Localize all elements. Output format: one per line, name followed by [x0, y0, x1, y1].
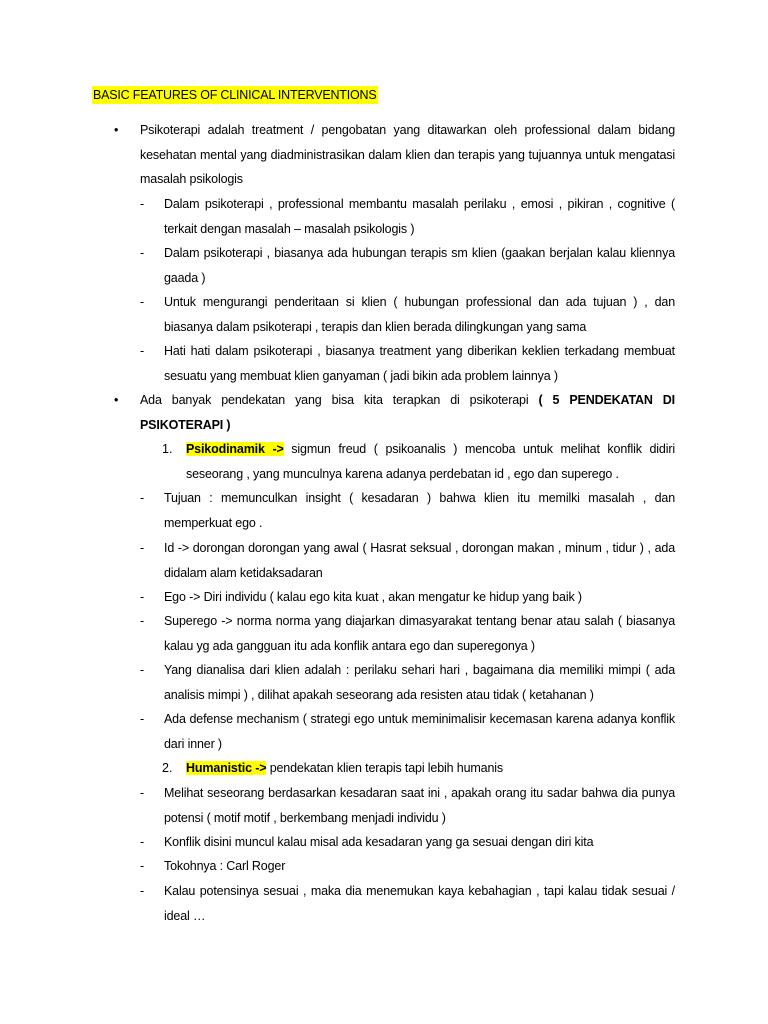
- numbered-item-humanistic: [186, 756, 675, 781]
- list-item: Kalau potensinya sesuai , maka dia menemukan kaya kebahagian , tapi kalau tidak sesuai / ideal …: [164, 884, 675, 923]
- dash-marker: -: [140, 541, 145, 555]
- dash-marker: -: [140, 712, 145, 726]
- dash-marker: -: [140, 246, 145, 260]
- list-item: Untuk mengurangi penderitaan si klien ( hubungan professional dan ada tujuan ) , dan biasanya dalam psikoterapi , terapis dan klien berada dilingkungan yang sama: [164, 295, 675, 334]
- dash-marker: -: [140, 491, 145, 505]
- dash-marker: -: [140, 663, 145, 677]
- list-item: Hati hati dalam psikoterapi , biasanya treatment yang diberikan keklien terkadang membuat sesuatu yang membuat klien ganyaman ( jadi bikin ada problem lainnya ): [164, 344, 675, 383]
- list-item: Konflik disini muncul kalau misal ada kesadaran yang ga sesuai dengan diri kita: [164, 835, 594, 849]
- list-item: Id -> dorongan dorongan yang awal ( Hasrat seksual , dorongan makan , minum , tidur ) , ada didalam alam ketidaksadaran: [164, 541, 675, 580]
- humanistic-label: Humanistic ->: [186, 761, 267, 775]
- dash-marker: -: [140, 835, 145, 849]
- list-item: Dalam psikoterapi , biasanya ada hubungan terapis sm klien (gaakan berjalan kalau kliennya gaada ): [164, 246, 675, 285]
- list-item: Dalam psikoterapi , professional membantu masalah perilaku , emosi , pikiran , cognitive ( terkait dengan masalah – masalah psikologis ): [164, 197, 675, 236]
- dash-marker: -: [140, 884, 145, 898]
- list-item: Superego -> norma norma yang diajarkan dimasyarakat tentang benar atau salah ( biasanya kalau yg ada gangguan itu ada konflik antara ego dan superegonya ): [164, 614, 675, 653]
- bullet-psikoterapi-definition: Psikoterapi adalah treatment / pengobatan yang ditawarkan oleh professional dalam bidang kesehatan mental yang diadministrasikan dalam klien dan terapis yang tujuannya untuk mengatasi masalah psikologis: [140, 123, 675, 186]
- list-item: Ada defense mechanism ( strategi ego untuk meminimalisir kecemasan karena adanya konflik dari inner ): [164, 712, 675, 751]
- document-title: BASIC FEATURES OF CLINICAL INTERVENTIONS: [93, 88, 377, 102]
- bullet-pendekatan: [140, 388, 675, 437]
- dash-marker: -: [140, 614, 145, 628]
- number-marker: 1.: [162, 442, 173, 456]
- list-item: Melihat seseorang berdasarkan kesadaran saat ini , apakah orang itu sadar bahwa dia punya potensi ( motif motif , berkembang menjadi individu ): [164, 786, 675, 825]
- list-item: Tujuan : memunculkan insight ( kesadaran ) bahwa klien itu memilki masalah , dan memperkuat ego .: [164, 491, 675, 530]
- dash-marker: -: [140, 590, 145, 604]
- psikodinamik-label: Psikodinamik ->: [186, 442, 284, 456]
- list-item: Ego -> Diri individu ( kalau ego kita kuat , akan mengatur ke hidup yang baik ): [164, 590, 582, 604]
- numbered-item-psikodinamik: [186, 437, 675, 486]
- pendekatan-count-bold: ( 5 PENDEKATAN DI PSIKOTERAPI ): [140, 393, 675, 432]
- list-item: Yang dianalisa dari klien adalah : perilaku sehari hari , bagaimana dia memiliki mimpi ( ada analisis mimpi ) , dilihat apakah seseorang ada resisten atau tidak ( ketahanan ): [164, 663, 675, 702]
- pendekatan-text: Ada banyak pendekatan yang bisa kita terapkan di psikoterapi: [140, 393, 529, 407]
- dash-marker: -: [140, 859, 145, 873]
- dash-marker: -: [140, 786, 145, 800]
- bullet-marker: •: [114, 393, 119, 407]
- dash-marker: -: [140, 197, 145, 211]
- dash-marker: -: [140, 295, 145, 309]
- bullet-marker: •: [114, 123, 119, 137]
- dash-marker: -: [140, 344, 145, 358]
- list-item: Tokohnya : Carl Roger: [164, 859, 286, 873]
- number-marker: 2.: [162, 761, 173, 775]
- humanistic-text: pendekatan klien terapis tapi lebih humanis: [266, 761, 503, 775]
- psikodinamik-text: sigmun freud ( psikoanalis ) mencoba untuk melihat konflik didiri seseorang , yang munculnya karena adanya perdebatan id , ego dan superego .: [186, 442, 675, 481]
